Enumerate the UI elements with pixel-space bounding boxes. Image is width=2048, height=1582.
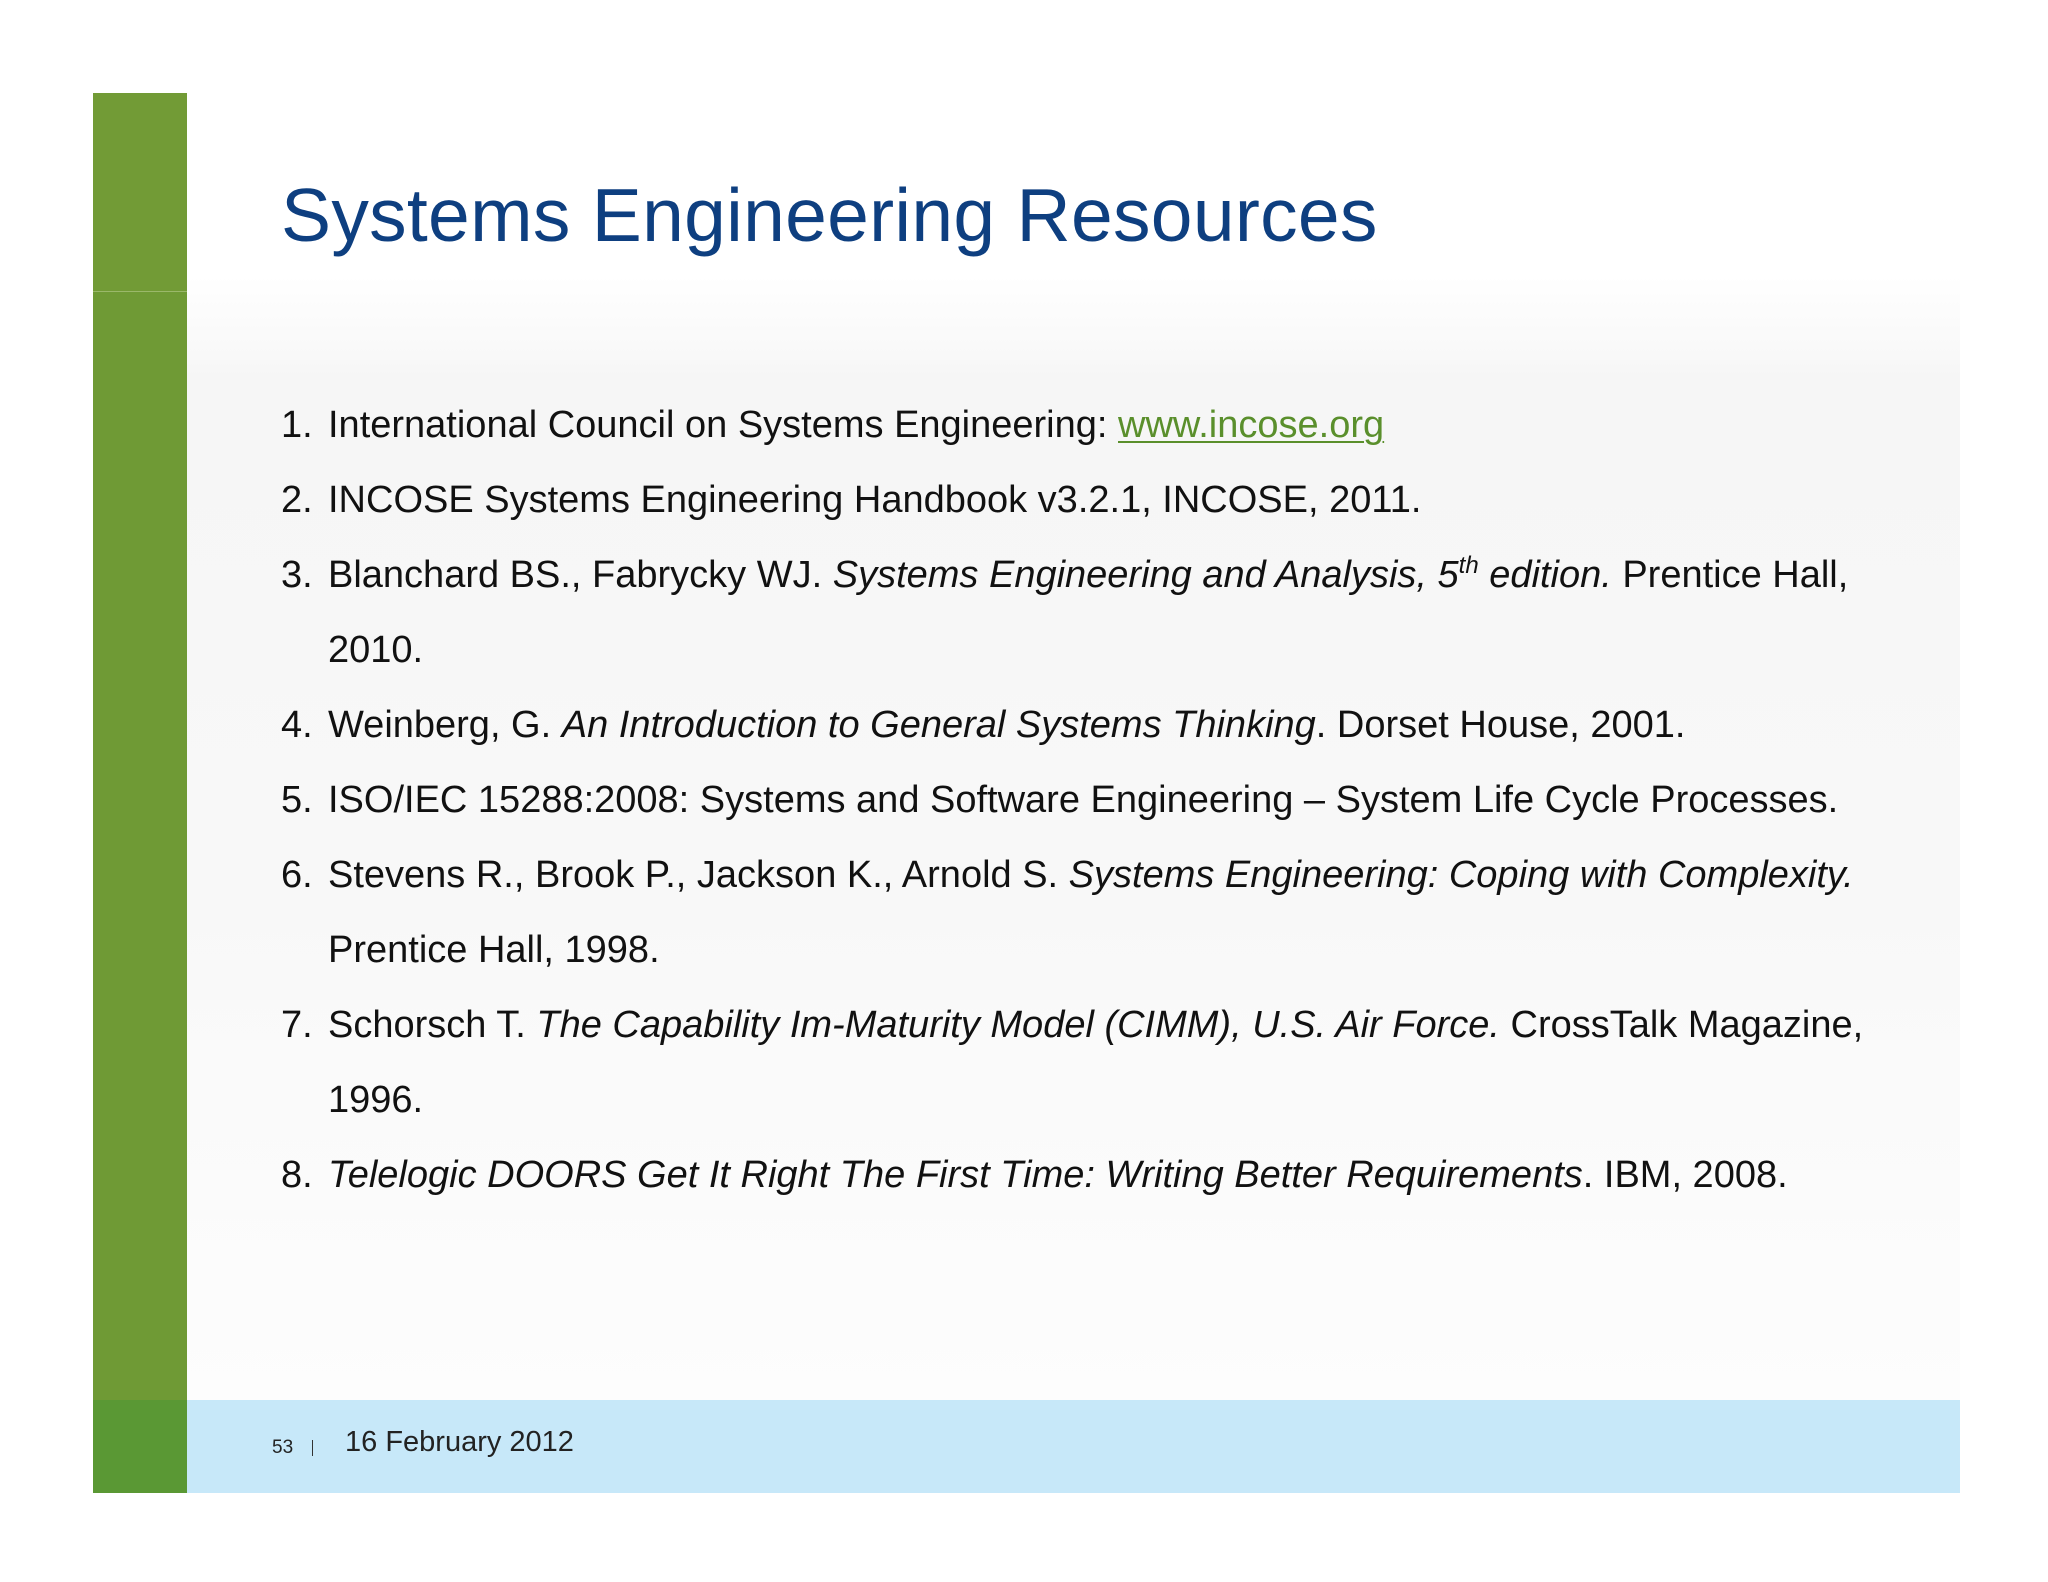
reference-number: 3. [281,554,313,596]
reference-list [281,388,1941,1213]
reference-publisher: . IBM, 2008. [1582,1154,1788,1196]
reference-authors: Weinberg, G. [328,704,562,746]
reference-publisher: Prentice Hall, 2010. [328,554,1849,671]
footer-accent-block [93,1400,187,1493]
reference-title: Systems Engineering: Coping with Complexity. [1068,854,1854,896]
reference-title-main: Systems Engineering and Analysis, 5 [832,554,1459,596]
reference-number: 2. [281,479,313,521]
footer-separator [312,1440,313,1456]
reference-text: ISO/IEC 15288:2008: Systems and Software Engineering – System Life Cycle Processes. [328,779,1839,821]
reference-item [281,688,1941,763]
reference-item [281,388,1941,463]
reference-authors: Blanchard BS., Fabrycky WJ. [328,554,833,596]
reference-item [281,763,1941,838]
reference-title: The Capability Im-Maturity Model (CIMM), U.S. Air Force. [536,1004,1500,1046]
reference-number: 7. [281,1004,313,1046]
slide-title: Systems Engineering Resources [281,173,1378,257]
reference-authors: Stevens R., Brook P., Jackson K., Arnold S. [328,854,1069,896]
reference-title-superscript: th [1458,552,1479,579]
left-accent-bar [93,93,187,1493]
footer-bar [93,1400,1960,1493]
incose-link[interactable]: www.incose.org [1118,404,1385,446]
reference-title: An Introduction to General Systems Thinking [561,704,1316,746]
footer-date: 16 February 2012 [345,1426,574,1458]
reference-title-end: edition. [1478,554,1612,596]
reference-publisher: Prentice Hall, 1998. [328,929,660,971]
reference-title: Telelogic DOORS Get It Right The First Time: Writing Better Requirements [328,1154,1583,1196]
reference-title [833,554,1612,596]
reference-item [281,838,1941,988]
reference-text: International Council on Systems Engineering: [328,404,1119,446]
reference-item [281,463,1941,538]
left-accent-bar-top [93,93,187,292]
page-number: 53 [272,1437,294,1458]
reference-item [281,1138,1941,1213]
reference-publisher: CrossTalk Magazine, 1996. [328,1004,1864,1121]
reference-authors: Schorsch T. [328,1004,537,1046]
reference-publisher: . Dorset House, 2001. [1315,704,1686,746]
reference-number: 1. [281,404,313,446]
reference-number: 5. [281,779,313,821]
reference-item [281,538,1941,688]
reference-number: 8. [281,1154,313,1196]
reference-item [281,988,1941,1138]
reference-text: INCOSE Systems Engineering Handbook v3.2.1, INCOSE, 2011. [328,479,1422,521]
reference-number: 4. [281,704,313,746]
reference-number: 6. [281,854,313,896]
